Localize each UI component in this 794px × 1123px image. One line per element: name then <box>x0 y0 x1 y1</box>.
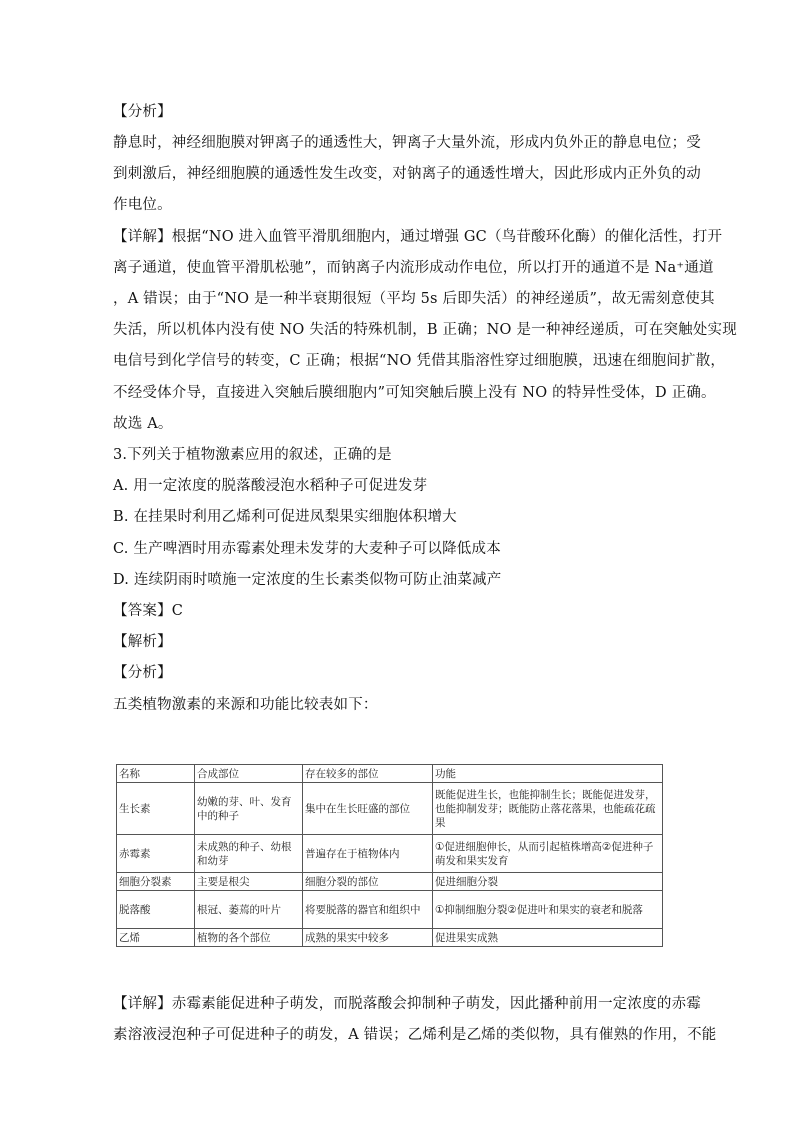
table-cell: 促进细胞分裂 <box>433 873 663 891</box>
table-header-row <box>117 765 663 783</box>
paragraph-line: ，A 错误；由于“NO 是一种半衰期很短（平均 5s 后即失活）的神经递质”，故无需刻意使其 <box>113 291 715 307</box>
table-cell: 集中在生长旺盛的部位 <box>303 783 433 835</box>
section-heading-analysis: 【分析】 <box>113 665 172 681</box>
section-heading-detail: 【详解】赤霉素能促进种子萌发，而脱落酸会抑制种子萌发，因此播种前用一定浓度的赤霉 <box>113 996 701 1012</box>
table-cell: 生长素 <box>117 783 195 835</box>
option-d: D. 连续阴雨时喷施一定浓度的生长素类似物可防止油菜减产 <box>113 572 502 588</box>
answer-line: 【答案】C <box>113 603 184 619</box>
table-cell: 脱落酸 <box>117 891 195 929</box>
question-stem: 3.下列关于植物激素应用的叙述，正确的是 <box>113 447 392 463</box>
paragraph-line: 电信号到化学信号的转变，C 正确；根据“NO 凭借其脂溶性穿过细胞膜，迅速在细胞间扩散， <box>113 353 726 369</box>
table-cell: 将要脱落的器官和组织中 <box>303 891 433 929</box>
paragraph-line: 到刺激后，神经细胞膜的通透性发生改变，对钠离子的通透性增大，因此形成内正外负的动 <box>113 166 701 182</box>
header-cell: 功能 <box>433 765 663 783</box>
table-intro-line: 五类植物激素的来源和功能比较表如下： <box>113 697 378 713</box>
table-cell: 乙烯 <box>117 929 195 947</box>
table-cell: 根冠、萎蔫的叶片 <box>195 891 303 929</box>
plant-hormone-table <box>116 764 663 947</box>
option-c: C. 生产啤酒时用赤霉素处理未发芽的大麦种子可以降低成本 <box>113 541 501 557</box>
header-cell: 名称 <box>117 765 195 783</box>
table-row <box>117 835 663 873</box>
paragraph-line: 静息时，神经细胞膜对钾离子的通透性大，钾离子大量外流，形成内负外正的静息电位；受 <box>113 135 701 151</box>
table-cell: 未成熟的种子、幼根和幼芽 <box>195 835 303 873</box>
table-cell: 主要是根尖 <box>195 873 303 891</box>
table-cell: 赤霉素 <box>117 835 195 873</box>
paragraph-line: 素溶液浸泡种子可促进种子的萌发，A 错误；乙烯利是乙烯的类似物，具有催熟的作用，不能 <box>113 1027 717 1043</box>
table-row <box>117 873 663 891</box>
table-cell: 促进果实成熟 <box>433 929 663 947</box>
paragraph-line: 【详解】根据“NO 进入血管平滑肌细胞内，通过增强 GC（鸟苷酸环化酶）的催化活性，打开 <box>113 229 723 245</box>
section-heading-analysis: 【分析】 <box>113 104 172 120</box>
table-cell: 成熟的果实中较多 <box>303 929 433 947</box>
table-cell: 既能促进生长，也能抑制生长；既能促进发芽，也能抑制发芽；既能防止落花落果，也能疏花疏果 <box>433 783 663 835</box>
table-cell: 植物的各个部位 <box>195 929 303 947</box>
table-cell: 普遍存在于植物体内 <box>303 835 433 873</box>
paragraph-line: 作电位。 <box>113 197 172 213</box>
paragraph-line: 失活，所以机体内没有使 NO 失活的特殊机制，B 正确；NO 是一种神经递质，可在突触处实现 <box>113 322 737 338</box>
header-cell: 存在较多的部位 <box>303 765 433 783</box>
table-cell: ①抑制细胞分裂②促进叶和果实的衰老和脱落 <box>433 891 663 929</box>
option-a: A. 用一定浓度的脱落酸浸泡水稻种子可促进发芽 <box>113 478 428 494</box>
paragraph-line: 离子通道，使血管平滑肌松驰”，而钠离子内流形成动作电位，所以打开的通道不是 Na⁺通道 <box>113 260 714 276</box>
option-b: B. 在挂果时利用乙烯利可促进凤梨果实细胞体积增大 <box>113 509 457 525</box>
paragraph-line: 故选 A。 <box>113 416 173 432</box>
table-cell: 幼嫩的芽、叶、发育中的种子 <box>195 783 303 835</box>
table-row <box>117 783 663 835</box>
table-cell: ①促进细胞伸长，从而引起植株增高②促进种子萌发和果实发育 <box>433 835 663 873</box>
table-row <box>117 891 663 929</box>
header-cell: 合成部位 <box>195 765 303 783</box>
paragraph-line: 不经受体介导，直接进入突触后膜细胞内”可知突触后膜上没有 NO 的特异性受体，D 正确。 <box>113 385 716 401</box>
table-cell: 细胞分裂的部位 <box>303 873 433 891</box>
table-row <box>117 929 663 947</box>
table-cell: 细胞分裂素 <box>117 873 195 891</box>
section-heading-explanation: 【解析】 <box>113 634 172 650</box>
